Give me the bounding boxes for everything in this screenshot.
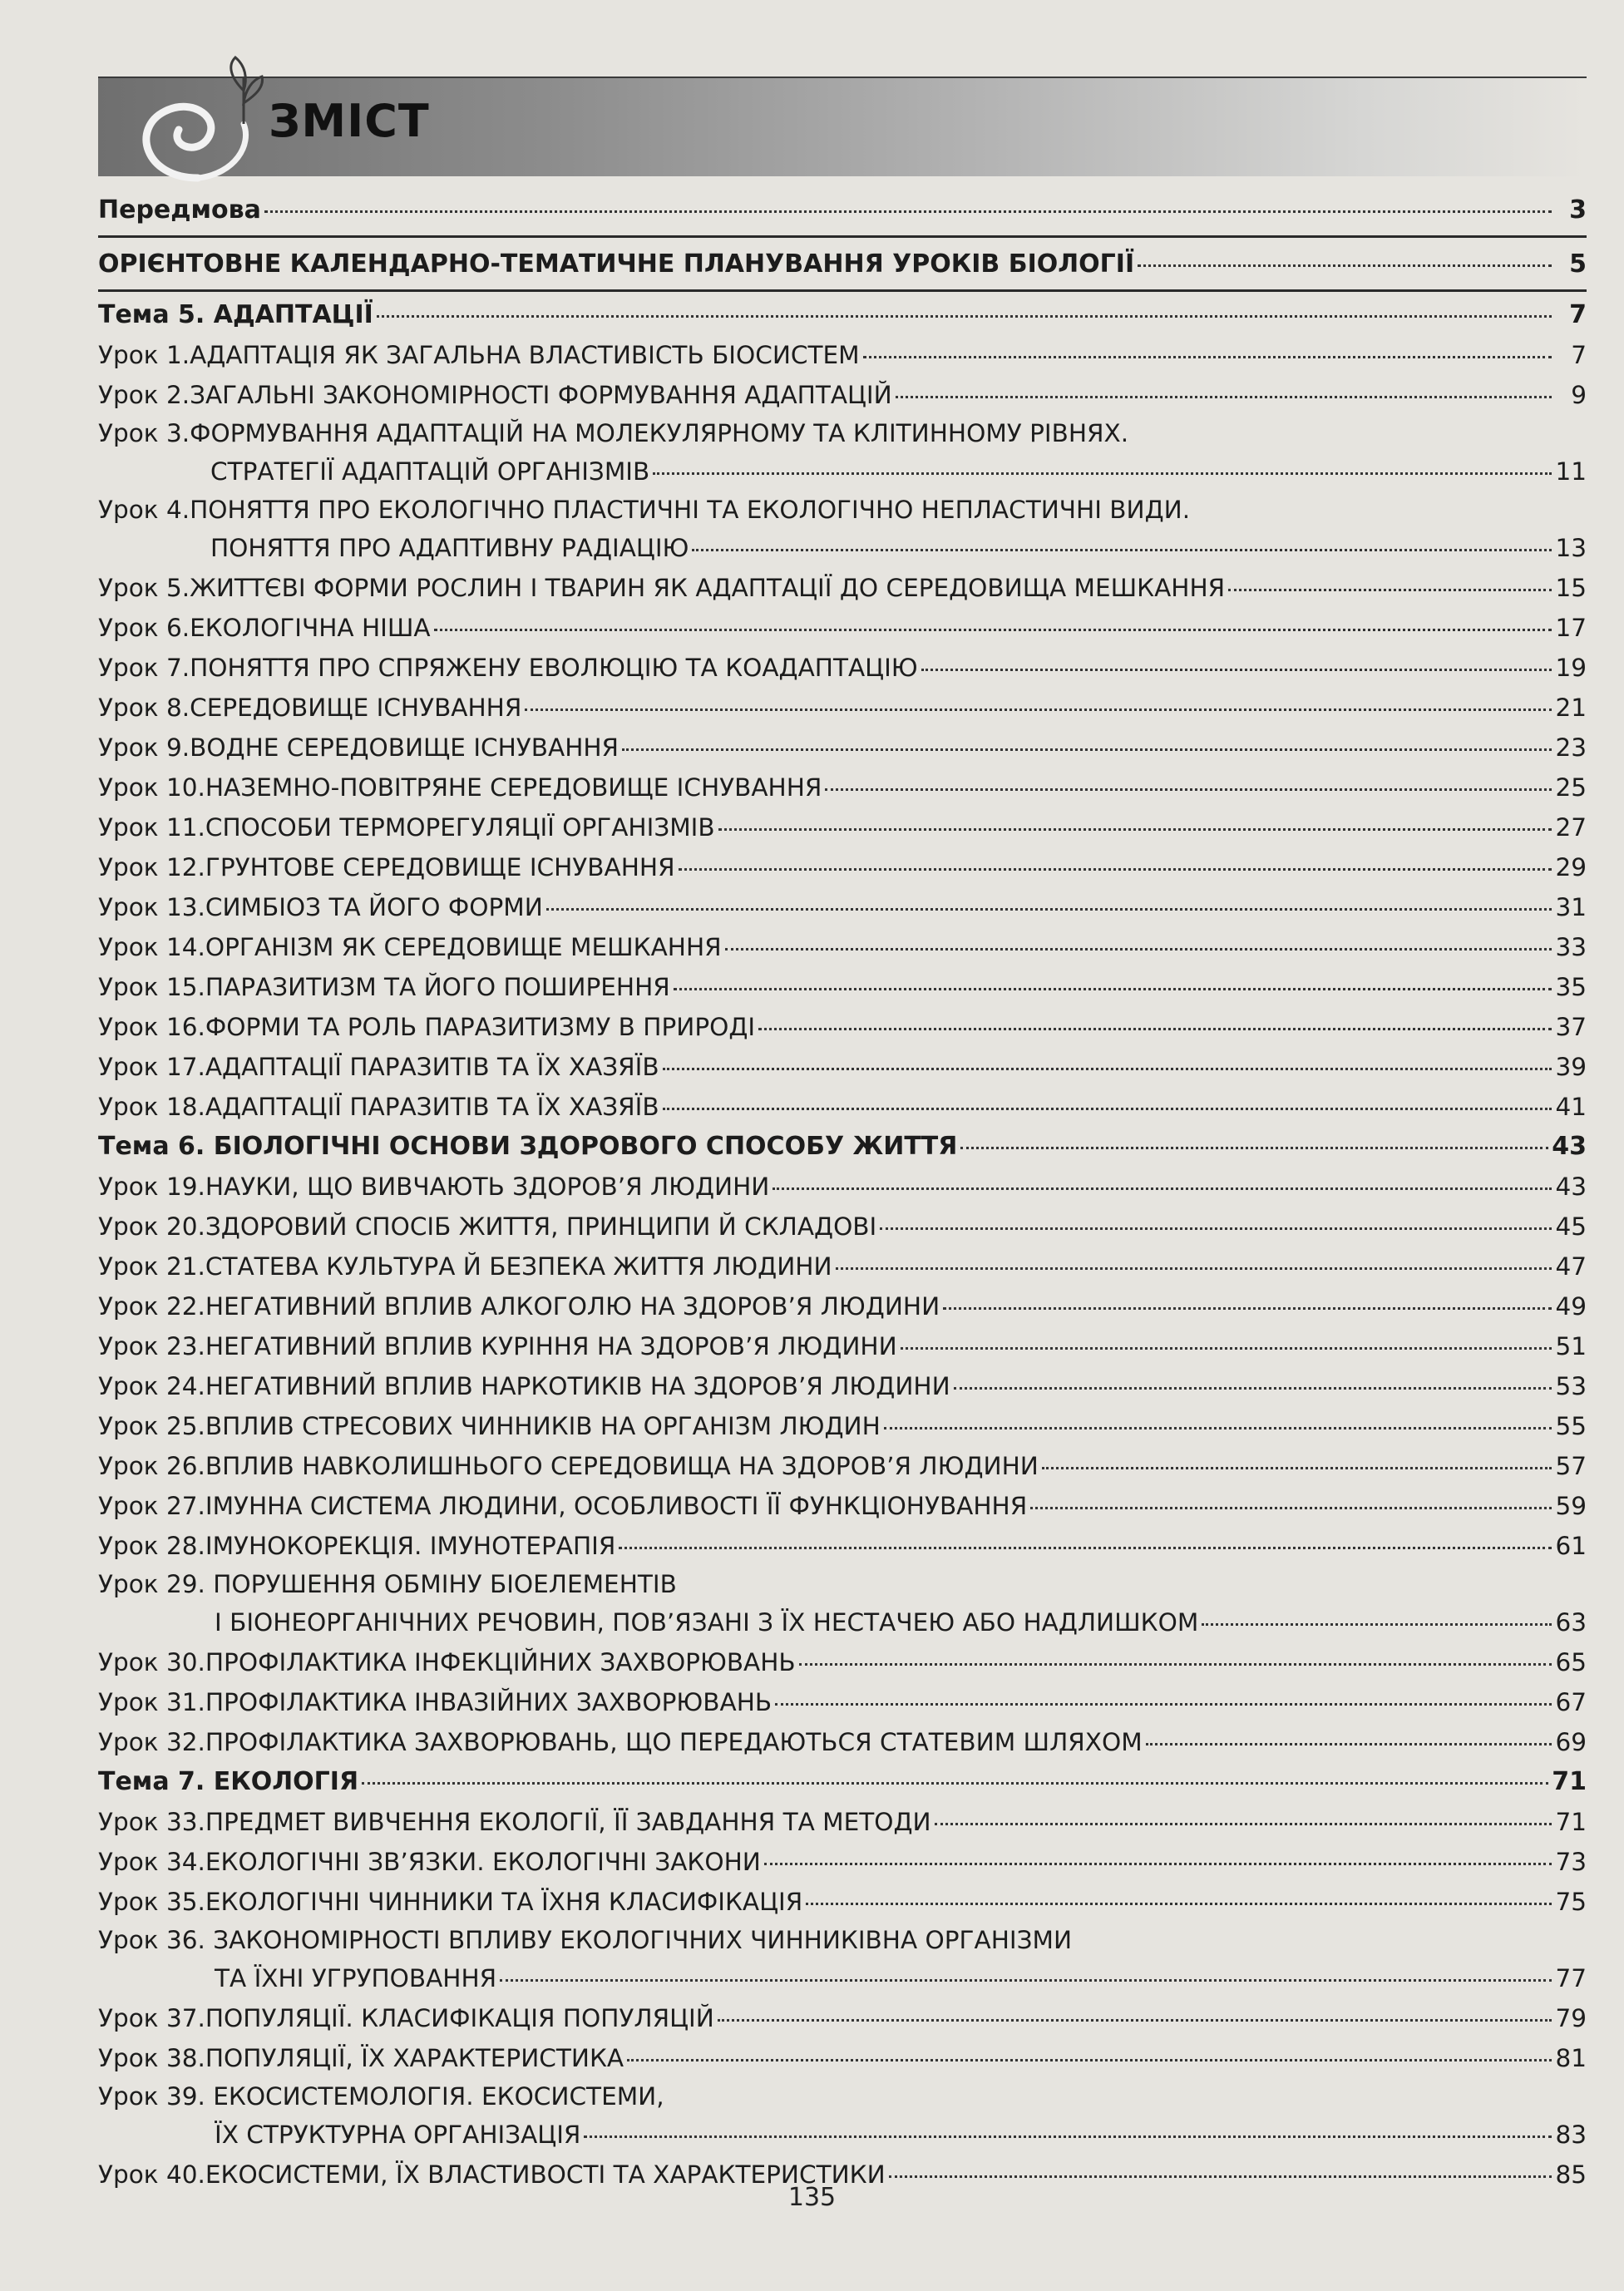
entry-prefix: Урок 31. xyxy=(98,1688,205,1716)
entry-title-line1: ПОНЯТТЯ ПРО ЕКОЛОГІЧНО ПЛАСТИЧНІ ТА ЕКОЛОГІЧНО НЕПЛАСТИЧНІ ВИДИ. xyxy=(190,496,1191,524)
section-header xyxy=(98,77,1587,176)
entry-page: 43 xyxy=(1555,1173,1587,1201)
dot-leader xyxy=(1138,264,1552,267)
entry-prefix: Урок 39. xyxy=(98,2082,214,2111)
entry-title: ЕКОЛОГІЧНІ ЧИННИКИ ТА ЇХНЯ КЛАСИФІКАЦІЯ xyxy=(205,1888,803,1916)
dot-leader xyxy=(434,629,1552,631)
entry-title: ІМУНОКОРЕКЦІЯ. ІМУНОТЕРАПІЯ xyxy=(205,1532,616,1560)
entry-page: 57 xyxy=(1555,1452,1587,1480)
entry-title: ЕКОЛОГІЧНІ ЗВ’ЯЗКИ. ЕКОЛОГІЧНІ ЗАКОНИ xyxy=(205,1848,761,1876)
entry-title-line2: ЇХ СТРУКТУРНА ОРГАНІЗАЦІЯ xyxy=(215,2121,581,2149)
dot-leader xyxy=(1202,1623,1552,1626)
entry-title-line1: ПОРУШЕННЯ ОБМІНУ БІОЕЛЕМЕНТІВ xyxy=(213,1570,677,1598)
divider xyxy=(98,235,1587,238)
entry-page: 59 xyxy=(1555,1492,1587,1520)
entry-title: ЕКОСИСТЕМИ, ЇХ ВЛАСТИВОСТІ ТА ХАРАКТЕРИСТИКИ xyxy=(205,2160,886,2189)
entry-title: Тема 7. ЕКОЛОГІЯ xyxy=(98,1767,359,1796)
entry-prefix: Урок 37. xyxy=(98,2004,205,2032)
toc-entry[interactable] xyxy=(98,688,1587,728)
entry-page: 21 xyxy=(1555,694,1587,722)
toc-entry[interactable] xyxy=(98,1722,1587,1762)
toc-entry[interactable] xyxy=(98,1842,1587,1882)
entry-page: 67 xyxy=(1555,1688,1587,1716)
toc-entry[interactable] xyxy=(98,1087,1587,1127)
toc-entry[interactable] xyxy=(98,1802,1587,1842)
entry-page: 79 xyxy=(1555,2004,1587,2032)
toc-entry[interactable] xyxy=(98,1882,1587,1922)
entry-prefix: Урок 33. xyxy=(98,1808,205,1836)
dot-leader xyxy=(775,1703,1552,1706)
entry-title: АДАПТАЦІЇ ПАРАЗИТІВ ТА ЇХ ХАЗЯЇВ xyxy=(205,1053,659,1081)
toc-entry[interactable] xyxy=(98,1682,1587,1722)
entry-prefix: Урок 20. xyxy=(98,1212,205,1241)
toc-entry-multiline[interactable] xyxy=(98,415,1587,491)
entry-title: НЕГАТИВНИЙ ВПЛИВ НАРКОТИКІВ НА ЗДОРОВ’Я ЛЮДИНИ xyxy=(205,1372,950,1400)
entry-prefix: Урок 36. xyxy=(98,1926,214,1954)
dot-leader xyxy=(362,1782,1548,1785)
toc-entry[interactable] xyxy=(98,847,1587,887)
dot-leader xyxy=(692,549,1552,551)
entry-prefix: Урок 25. xyxy=(98,1412,205,1440)
entry-page: 3 xyxy=(1569,195,1587,225)
toc-topic-5[interactable] xyxy=(98,295,1587,335)
toc-entry[interactable] xyxy=(98,375,1587,415)
entry-prefix: Урок 40. xyxy=(98,2160,205,2189)
entry-page: 45 xyxy=(1555,1212,1587,1241)
entry-prefix: Урок 2. xyxy=(98,381,190,409)
entry-page: 85 xyxy=(1555,2160,1587,2189)
dot-leader xyxy=(619,1547,1552,1549)
entry-prefix: Урок 13. xyxy=(98,893,205,921)
dot-leader xyxy=(1146,1743,1552,1745)
toc-entry[interactable] xyxy=(98,768,1587,807)
entry-title: ПАРАЗИТИЗМ ТА ЙОГО ПОШИРЕННЯ xyxy=(205,973,670,1001)
entry-title: ОРІЄНТОВНЕ КАЛЕНДАРНО-ТЕМАТИЧНЕ ПЛАНУВАННЯ УРОКІВ БІОЛОГІЇ xyxy=(98,249,1135,279)
toc-entry[interactable] xyxy=(98,2038,1587,2078)
entry-prefix: Урок 5. xyxy=(98,574,190,602)
entry-prefix: Урок 26. xyxy=(98,1452,205,1480)
entry-prefix: Урок 23. xyxy=(98,1332,205,1360)
dot-leader xyxy=(825,788,1552,791)
toc-entry[interactable] xyxy=(98,1007,1587,1047)
entry-page: 17 xyxy=(1555,614,1587,642)
entry-prefix: Урок 16. xyxy=(98,1013,205,1041)
entry-title: ВПЛИВ СТРЕСОВИХ ЧИННИКІВ НА ОРГАНІЗМ ЛЮДИН xyxy=(205,1412,881,1440)
toc-entry[interactable] xyxy=(98,1286,1587,1326)
page-number: 135 xyxy=(787,2183,837,2212)
entry-prefix: Урок 8. xyxy=(98,694,190,722)
entry-title: ІМУННА СИСТЕМА ЛЮДИНИ, ОСОБЛИВОСТІ ЇЇ ФУНКЦІОНУВАННЯ xyxy=(205,1492,1028,1520)
entry-prefix: Урок 6. xyxy=(98,614,190,642)
entry-title: СИМБІОЗ ТА ЙОГО ФОРМИ xyxy=(205,893,543,921)
entry-title: ПОПУЛЯЦІЇ. КЛАСИФІКАЦІЯ ПОПУЛЯЦІЙ xyxy=(205,2004,714,2032)
dot-leader xyxy=(935,1823,1552,1825)
dot-leader xyxy=(663,1108,1552,1110)
toc-entry-multiline[interactable] xyxy=(98,2078,1587,2155)
entry-page: 69 xyxy=(1555,1728,1587,1756)
entry-title: Тема 6. БІОЛОГІЧНІ ОСНОВИ ЗДОРОВОГО СПОСОБУ ЖИТТЯ xyxy=(98,1132,958,1161)
toc-entry[interactable] xyxy=(98,1642,1587,1682)
entry-prefix: Урок 34. xyxy=(98,1848,205,1876)
entry-page: 61 xyxy=(1555,1532,1587,1560)
dot-leader xyxy=(863,356,1552,358)
dot-leader xyxy=(806,1903,1552,1905)
dot-leader xyxy=(954,1387,1552,1390)
entry-prefix: Урок 4. xyxy=(98,496,190,524)
entry-title: СТАТЕВА КУЛЬТУРА Й БЕЗПЕКА ЖИТТЯ ЛЮДИНИ xyxy=(205,1252,832,1281)
toc-entry-preface[interactable] xyxy=(98,187,1587,234)
dot-leader xyxy=(627,2059,1552,2061)
toc-entry[interactable] xyxy=(98,1446,1587,1486)
entry-prefix: Урок 38. xyxy=(98,2044,205,2072)
entry-title: ПРОФІЛАКТИКА ІНФЕКЦІЙНИХ ЗАХВОРЮВАНЬ xyxy=(205,1648,796,1676)
toc-entry[interactable] xyxy=(98,568,1587,608)
entry-page: 7 xyxy=(1569,300,1587,329)
toc-entry[interactable] xyxy=(98,1207,1587,1247)
entry-prefix: Урок 1. xyxy=(98,341,190,369)
dot-leader xyxy=(836,1267,1552,1270)
entry-page: 19 xyxy=(1555,654,1587,682)
entry-prefix: Урок 9. xyxy=(98,733,190,762)
entry-prefix: Урок 21. xyxy=(98,1252,205,1281)
dot-leader xyxy=(758,1028,1552,1030)
entry-prefix: Урок 19. xyxy=(98,1173,205,1201)
dot-leader xyxy=(264,210,1552,213)
dot-leader xyxy=(584,2135,1552,2138)
entry-page: 43 xyxy=(1552,1132,1587,1161)
entry-prefix: Урок 35. xyxy=(98,1888,205,1916)
entry-prefix: Урок 28. xyxy=(98,1532,205,1560)
entry-page: 33 xyxy=(1555,933,1587,961)
entry-page: 41 xyxy=(1555,1093,1587,1121)
dot-leader xyxy=(725,948,1552,950)
toc-entry[interactable] xyxy=(98,887,1587,927)
entry-title-line1: ФОРМУВАННЯ АДАПТАЦІЙ НА МОЛЕКУЛЯРНОМУ ТА КЛІТИННОМУ РІВНЯХ. xyxy=(190,419,1129,447)
entry-page: 39 xyxy=(1555,1053,1587,1081)
dot-leader xyxy=(679,868,1552,871)
entry-prefix: Урок 17. xyxy=(98,1053,205,1081)
dot-leader xyxy=(718,2019,1552,2022)
entry-page: 11 xyxy=(1555,457,1587,486)
toc-entry[interactable] xyxy=(98,648,1587,688)
dot-leader xyxy=(377,315,1552,318)
dot-leader xyxy=(500,1979,1552,1982)
toc-entry[interactable] xyxy=(98,1486,1587,1526)
table-of-contents xyxy=(98,187,1587,2195)
entry-page: 77 xyxy=(1555,1964,1587,1992)
dot-leader xyxy=(921,669,1552,671)
toc-entry[interactable] xyxy=(98,807,1587,847)
dot-leader xyxy=(546,908,1552,911)
toc-entry[interactable] xyxy=(98,1366,1587,1406)
toc-entry[interactable] xyxy=(98,1047,1587,1087)
entry-prefix: Урок 11. xyxy=(98,813,205,842)
toc-entry[interactable] xyxy=(98,1406,1587,1446)
entry-title: ГРУНТОВЕ СЕРЕДОВИЩЕ ІСНУВАННЯ xyxy=(205,853,675,881)
entry-page: 71 xyxy=(1555,1808,1587,1836)
entry-title: ЖИТТЄВІ ФОРМИ РОСЛИН І ТВАРИН ЯК АДАПТАЦІЇ ДО СЕРЕДОВИЩА МЕШКАННЯ xyxy=(190,574,1226,602)
dot-leader xyxy=(764,1863,1552,1865)
toc-entry[interactable] xyxy=(98,1167,1587,1207)
entry-title-line2: ТА ЇХНІ УГРУПОВАННЯ xyxy=(215,1964,497,1992)
dot-leader xyxy=(884,1427,1552,1429)
entry-prefix: Урок 27. xyxy=(98,1492,205,1520)
dot-leader xyxy=(896,396,1552,398)
entry-prefix: Урок 18. xyxy=(98,1093,205,1121)
dot-leader xyxy=(943,1307,1552,1310)
entry-title: АДАПТАЦІЇ ПАРАЗИТІВ ТА ЇХ ХАЗЯЇВ xyxy=(205,1093,659,1121)
entry-page: 75 xyxy=(1555,1888,1587,1916)
entry-page: 55 xyxy=(1555,1412,1587,1440)
dot-leader xyxy=(1228,589,1552,591)
dot-leader xyxy=(880,1227,1552,1230)
toc-entry[interactable] xyxy=(98,1326,1587,1366)
entry-title: НАУКИ, ЩО ВИВЧАЮТЬ ЗДОРОВ’Я ЛЮДИНИ xyxy=(205,1173,770,1201)
entry-title: НЕГАТИВНИЙ ВПЛИВ КУРІННЯ НА ЗДОРОВ’Я ЛЮДИНИ xyxy=(205,1332,897,1360)
entry-page: 53 xyxy=(1555,1372,1587,1400)
entry-page: 25 xyxy=(1555,773,1587,802)
entry-page: 31 xyxy=(1555,893,1587,921)
entry-page: 65 xyxy=(1555,1648,1587,1676)
entry-prefix: Урок 3. xyxy=(98,419,190,447)
entry-prefix: Урок 32. xyxy=(98,1728,205,1756)
entry-title: ЗАГАЛЬНІ ЗАКОНОМІРНОСТІ ФОРМУВАННЯ АДАПТАЦІЙ xyxy=(190,381,892,409)
toc-topic-7[interactable] xyxy=(98,1762,1587,1802)
entry-page: 63 xyxy=(1555,1608,1587,1637)
entry-page: 51 xyxy=(1555,1332,1587,1360)
entry-title: ПРОФІЛАКТИКА ЗАХВОРЮВАНЬ, ЩО ПЕРЕДАЮТЬСЯ СТАТЕВИМ ШЛЯХОМ xyxy=(205,1728,1143,1756)
entry-page: 27 xyxy=(1555,813,1587,842)
toc-entry[interactable] xyxy=(98,1998,1587,2038)
toc-entry[interactable] xyxy=(98,967,1587,1007)
entry-page: 83 xyxy=(1555,2121,1587,2149)
dot-leader xyxy=(622,748,1552,751)
entry-page: 49 xyxy=(1555,1292,1587,1321)
entry-title: ОРГАНІЗМ ЯК СЕРЕДОВИЩЕ МЕШКАННЯ xyxy=(205,933,722,961)
page-title: ЗМІСТ xyxy=(269,95,430,147)
entry-title-line1: ЕКОСИСТЕМОЛОГІЯ. ЕКОСИСТЕМИ, xyxy=(213,2082,664,2111)
toc-entry[interactable] xyxy=(98,335,1587,375)
entry-prefix: Урок 15. xyxy=(98,973,205,1001)
entry-title: СЕРЕДОВИЩЕ ІСНУВАННЯ xyxy=(190,694,522,722)
entry-page: 13 xyxy=(1555,534,1587,562)
entry-title-line1: ЗАКОНОМІРНОСТІ ВПЛИВУ ЕКОЛОГІЧНИХ ЧИННИКІВНА ОРГАНІЗМИ xyxy=(213,1926,1073,1954)
toc-entry-planning[interactable] xyxy=(98,241,1587,288)
entry-prefix: Урок 24. xyxy=(98,1372,205,1400)
toc-entry[interactable] xyxy=(98,608,1587,648)
dot-leader xyxy=(718,828,1552,831)
entry-prefix: Урок 22. xyxy=(98,1292,205,1321)
entry-title: АДАПТАЦІЯ ЯК ЗАГАЛЬНА ВЛАСТИВІСТЬ БІОСИСТЕМ xyxy=(190,341,860,369)
toc-entry[interactable] xyxy=(98,728,1587,768)
entry-page: 5 xyxy=(1569,249,1587,279)
entry-page: 81 xyxy=(1555,2044,1587,2072)
entry-prefix: Урок 29. xyxy=(98,1570,214,1598)
dot-leader xyxy=(901,1347,1552,1350)
entry-page: 47 xyxy=(1555,1252,1587,1281)
dot-leader xyxy=(960,1147,1548,1149)
entry-page: 7 xyxy=(1571,341,1587,369)
entry-title: СПОСОБИ ТЕРМОРЕГУЛЯЦІЇ ОРГАНІЗМІВ xyxy=(205,813,715,842)
entry-page: 73 xyxy=(1555,1848,1587,1876)
entry-page: 15 xyxy=(1555,574,1587,602)
entry-title: Тема 5. АДАПТАЦІЇ xyxy=(98,300,373,329)
toc-entry[interactable] xyxy=(98,1526,1587,1566)
entry-title: ВОДНЕ СЕРЕДОВИЩЕ ІСНУВАННЯ xyxy=(190,733,619,762)
entry-title-line2: І БІОНЕОРГАНІЧНИХ РЕЧОВИН, ПОВ’ЯЗАНІ З ЇХ НЕСТАЧЕЮ АБО НАДЛИШКОМ xyxy=(215,1608,1199,1637)
entry-title: ЕКОЛОГІЧНА НІША xyxy=(190,614,431,642)
dot-leader xyxy=(1042,1467,1552,1469)
divider xyxy=(98,289,1587,292)
entry-title: НЕГАТИВНИЙ ВПЛИВ АЛКОГОЛЮ НА ЗДОРОВ’Я ЛЮДИНИ xyxy=(205,1292,940,1321)
dot-leader xyxy=(799,1663,1552,1666)
entry-title: Передмова xyxy=(98,195,261,225)
entry-prefix: Урок 30. xyxy=(98,1648,205,1676)
toc-entry-multiline[interactable] xyxy=(98,491,1587,568)
dot-leader xyxy=(663,1068,1552,1070)
toc-entry[interactable] xyxy=(98,1247,1587,1286)
toc-entry-multiline[interactable] xyxy=(98,1566,1587,1642)
entry-page: 9 xyxy=(1571,381,1587,409)
entry-title-line2: ПОНЯТТЯ ПРО АДАПТИВНУ РАДІАЦІЮ xyxy=(210,534,689,562)
dot-leader xyxy=(653,472,1552,475)
toc-entry-multiline[interactable] xyxy=(98,1922,1587,1998)
entry-prefix: Урок 10. xyxy=(98,773,205,802)
dot-leader xyxy=(525,709,1552,711)
toc-entry[interactable] xyxy=(98,927,1587,967)
entry-prefix: Урок 12. xyxy=(98,853,205,881)
entry-title: ФОРМИ ТА РОЛЬ ПАРАЗИТИЗМУ В ПРИРОДІ xyxy=(205,1013,756,1041)
dot-leader xyxy=(889,2175,1552,2178)
entry-page: 35 xyxy=(1555,973,1587,1001)
entry-page: 29 xyxy=(1555,853,1587,881)
entry-prefix: Урок 7. xyxy=(98,654,190,682)
dot-leader xyxy=(1030,1507,1552,1509)
entry-title: НАЗЕМНО-ПОВІТРЯНЕ СЕРЕДОВИЩЕ ІСНУВАННЯ xyxy=(205,773,822,802)
entry-title: ПОПУЛЯЦІЇ, ЇХ ХАРАКТЕРИСТИКА xyxy=(205,2044,624,2072)
entry-title: ПРЕДМЕТ ВИВЧЕННЯ ЕКОЛОГІЇ, ЇЇ ЗАВДАННЯ ТА МЕТОДИ xyxy=(205,1808,931,1836)
entry-title-line2: СТРАТЕГІЇ АДАПТАЦІЙ ОРГАНІЗМІВ xyxy=(210,457,650,486)
dot-leader xyxy=(674,988,1552,990)
entry-page: 37 xyxy=(1555,1013,1587,1041)
entry-title: ВПЛИВ НАВКОЛИШНЬОГО СЕРЕДОВИЩА НА ЗДОРОВ’Я ЛЮДИНИ xyxy=(205,1452,1039,1480)
entry-prefix: Урок 14. xyxy=(98,933,205,961)
toc-topic-6[interactable] xyxy=(98,1127,1587,1167)
sprout-swirl-icon xyxy=(119,53,269,190)
entry-title: ЗДОРОВИЙ СПОСІБ ЖИТТЯ, ПРИНЦИПИ Й СКЛАДОВІ xyxy=(205,1212,877,1241)
dot-leader xyxy=(773,1187,1552,1190)
entry-page: 23 xyxy=(1555,733,1587,762)
entry-title: ПРОФІЛАКТИКА ІНВАЗІЙНИХ ЗАХВОРЮВАНЬ xyxy=(205,1688,773,1716)
entry-title: ПОНЯТТЯ ПРО СПРЯЖЕНУ ЕВОЛЮЦІЮ ТА КОАДАПТАЦІЮ xyxy=(190,654,918,682)
entry-page: 71 xyxy=(1552,1767,1587,1796)
